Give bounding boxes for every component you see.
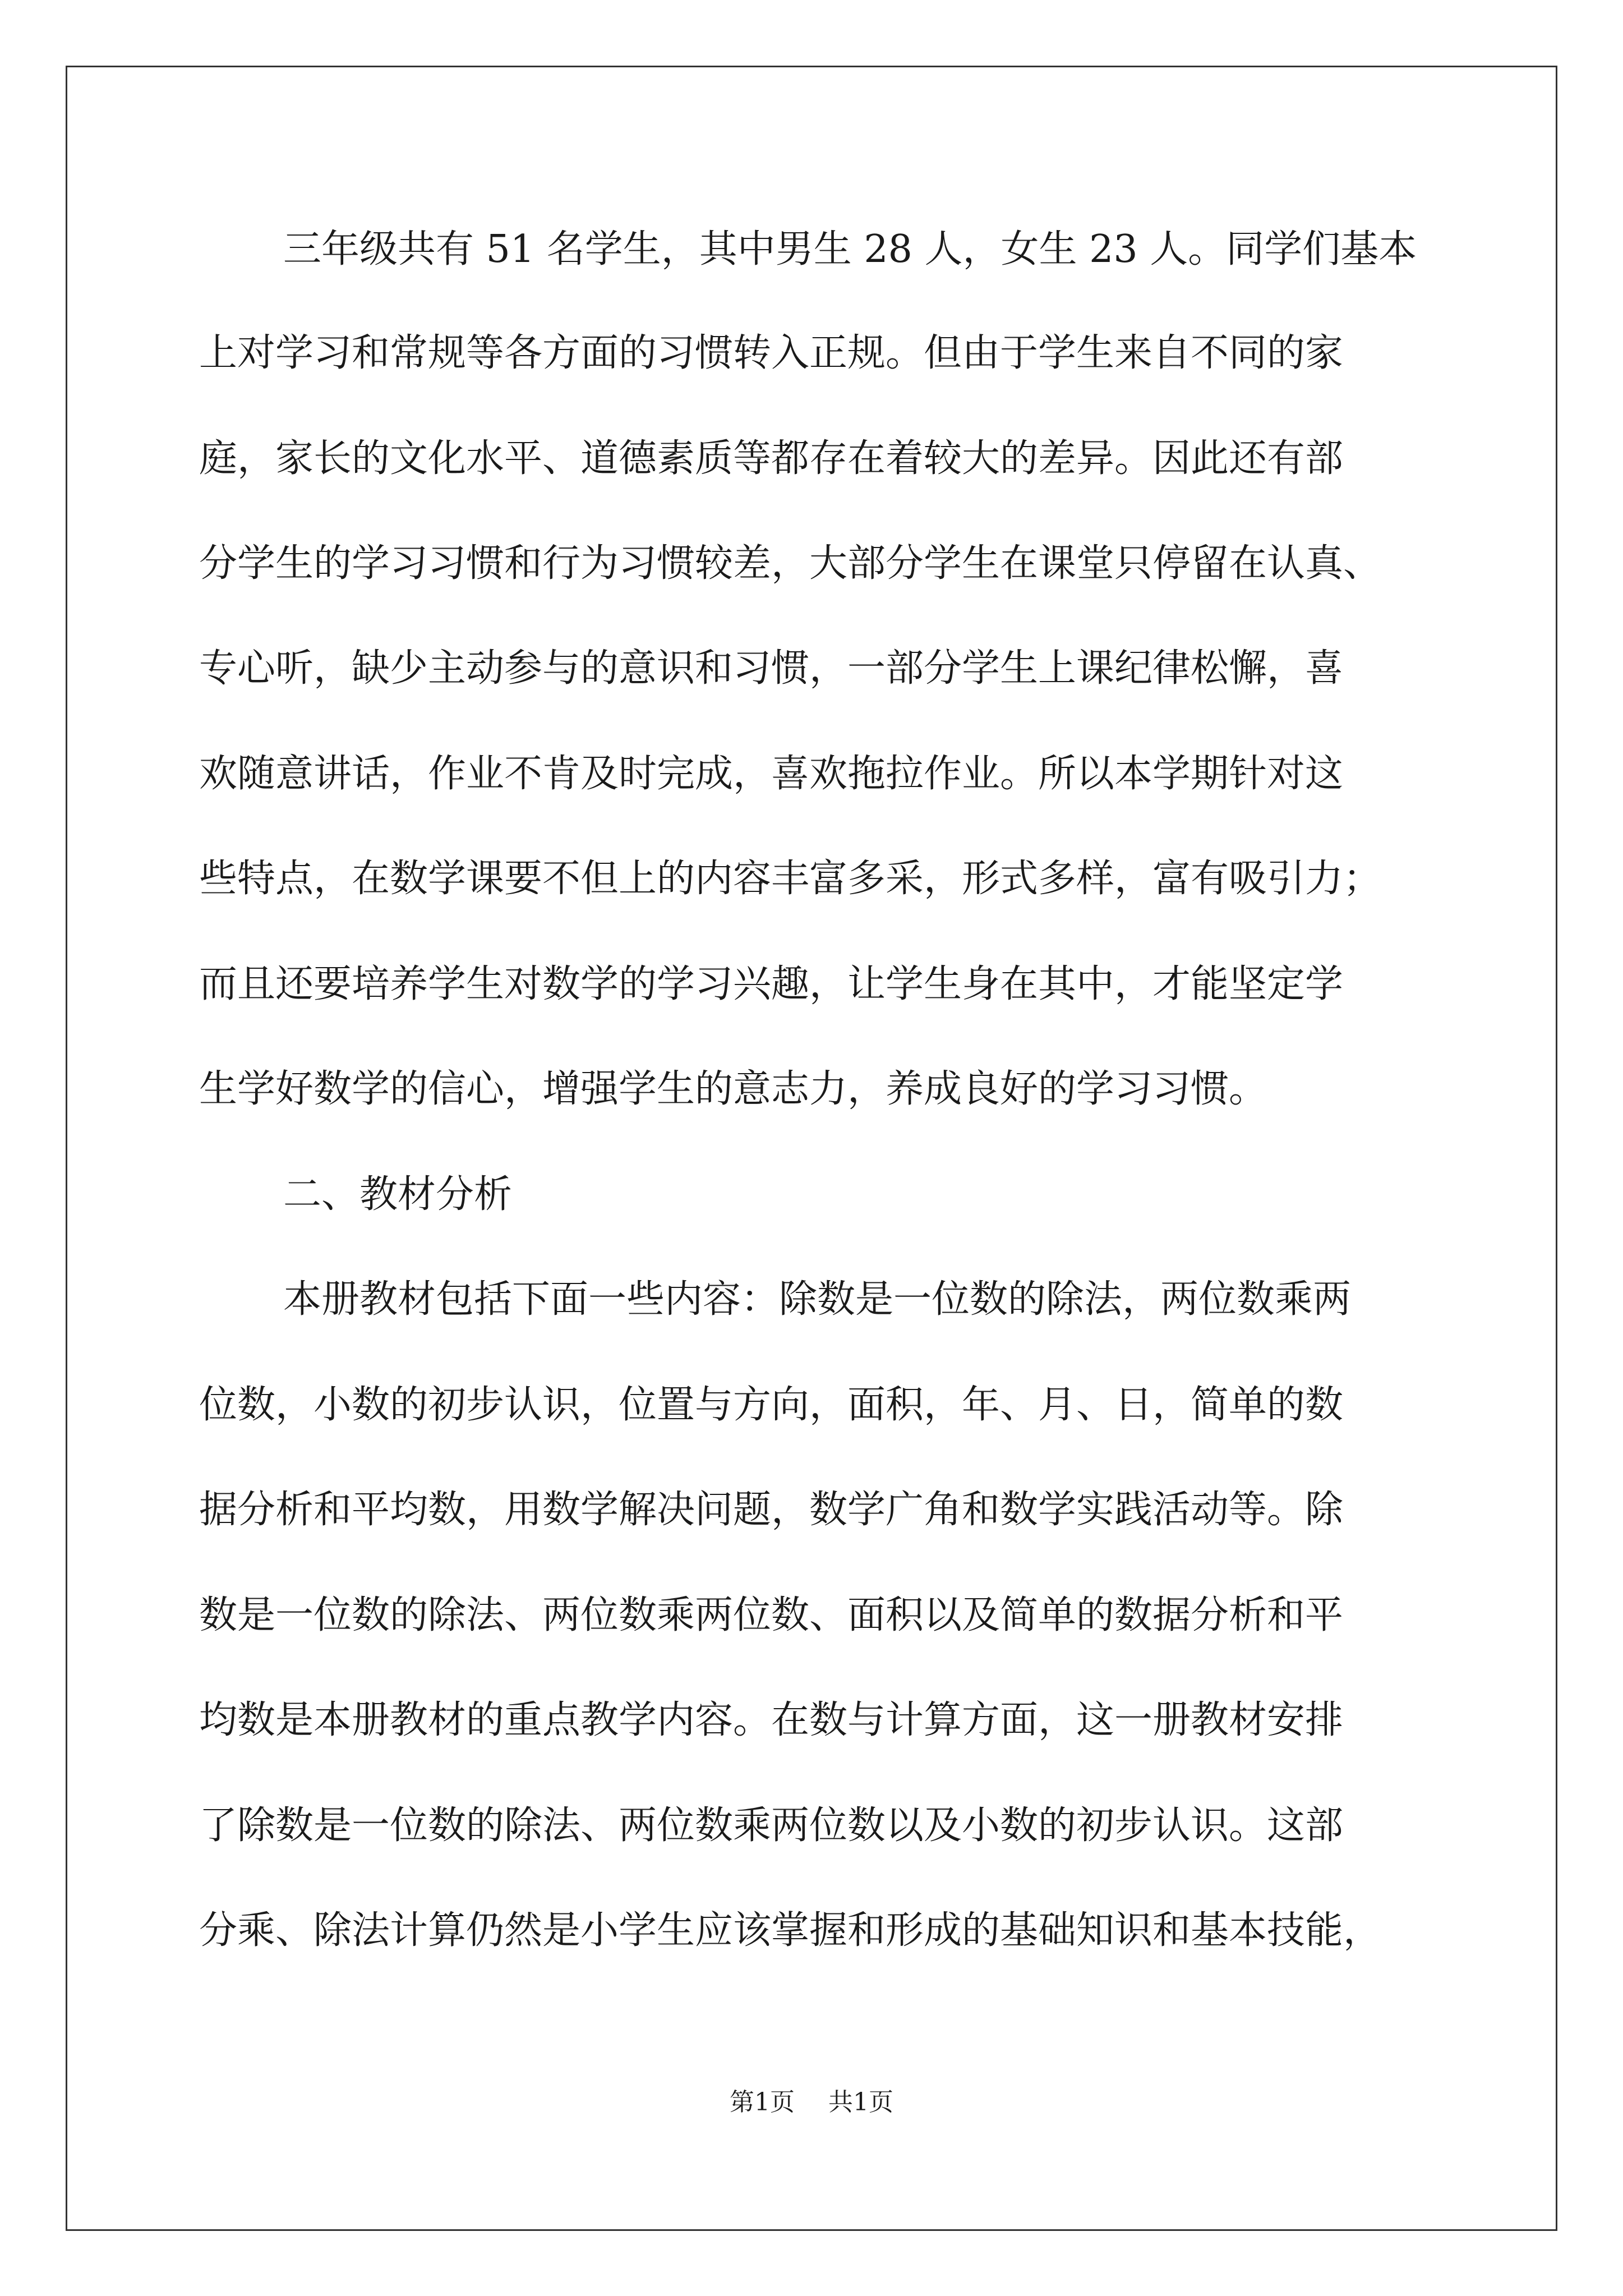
paragraph-2-line-1: 本册教材包括下面一些内容：除数是一位数的除法，两位数乘两 xyxy=(283,1277,1352,1322)
paragraph-2-line-6: 了除数是一位数的除法、两位数乘两位数以及小数的初步认识。这部 xyxy=(199,1803,1344,1848)
paragraph-1-line-3: 庭，家长的文化水平、道德素质等都存在着较大的差异。因此还有部 xyxy=(199,436,1344,481)
paragraph-2-line-2: 位数，小数的初步认识，位置与方向，面积，年、月、日，简单的数 xyxy=(199,1383,1344,1427)
paragraph-1-line-9: 生学好数学的信心，增强学生的意志力，养成良好的学习习惯。 xyxy=(199,1067,1267,1111)
paragraph-2-line-7: 分乘、除法计算仍然是小学生应该掌握和形成的基础知识和基本技能， xyxy=(199,1908,1382,1953)
paragraph-2-line-4: 数是一位数的除法、两位数乘两位数、面积以及简单的数据分析和平 xyxy=(199,1593,1344,1637)
paragraph-1-line-8: 而且还要培养学生对数学的学习兴趣，让学生身在其中，才能坚定学 xyxy=(199,962,1344,1006)
page-number: 第1页 xyxy=(730,2088,795,2116)
paragraph-2-line-3: 据分析和平均数，用数学解决问题，数学广角和数学实践活动等。除 xyxy=(199,1488,1344,1532)
paragraph-1-line-6: 欢随意讲话，作业不肯及时完成，喜欢拖拉作业。所以本学期针对这 xyxy=(199,752,1344,796)
paragraph-2-line-5: 均数是本册教材的重点教学内容。在数与计算方面，这一册教材安排 xyxy=(199,1698,1344,1742)
paragraph-1-line-4: 分学生的学习习惯和行为习惯较差，大部分学生在课堂只停留在认真、 xyxy=(199,541,1382,586)
page-footer xyxy=(0,2086,1623,2119)
page-total: 共1页 xyxy=(828,2088,893,2116)
paragraph-1-line-7: 些特点，在数学课要不但上的内容丰富多采，形式多样，富有吸引力； xyxy=(199,857,1382,901)
section-heading: 二、教材分析 xyxy=(283,1172,513,1217)
paragraph-1-line-1: 三年级共有 51 名学生，其中男生 28 人，女生 23 人。同学们基本 xyxy=(283,227,1417,272)
paragraph-1-line-2: 上对学习和常规等各方面的习惯转入正规。但由于学生来自不同的家 xyxy=(199,331,1344,375)
paragraph-1-line-5: 专心听，缺少主动参与的意识和习惯，一部分学生上课纪律松懈，喜 xyxy=(199,646,1344,691)
